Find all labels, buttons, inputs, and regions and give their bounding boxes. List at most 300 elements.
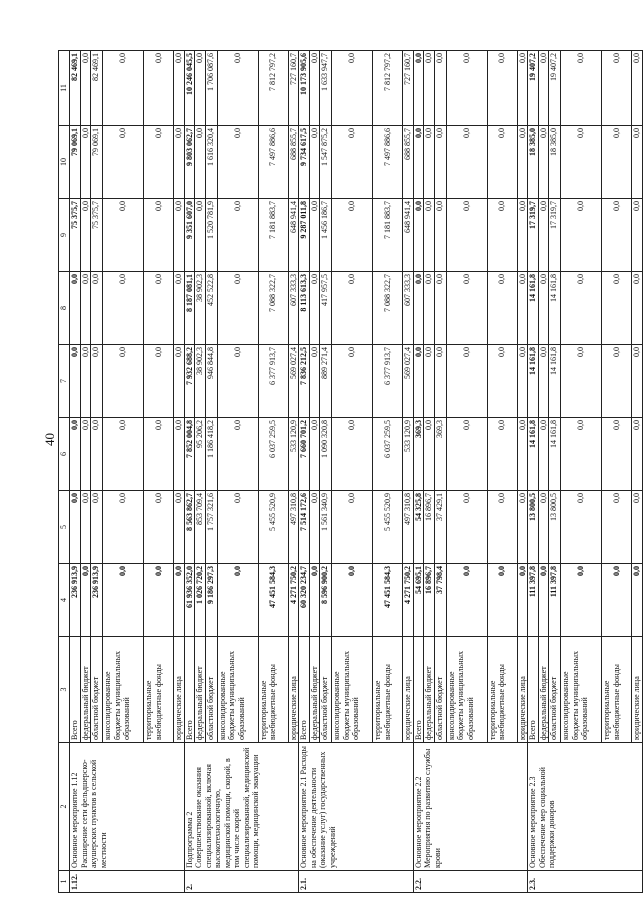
value-cell: 111 397,8	[549, 564, 561, 637]
value-cell: 0,0	[91, 491, 103, 564]
value-cell: 0,0	[632, 126, 643, 199]
funding-source-label: федеральный бюджет	[309, 637, 320, 743]
value-cell: 0,0	[434, 51, 446, 126]
value-cell: 54 325,8	[413, 491, 424, 564]
value-cell: 0,0	[309, 51, 320, 126]
value-cell: 648 941,4	[288, 199, 299, 272]
value-cell: 7 088 322,7	[373, 272, 403, 345]
funding-source-label: областной бюджет	[549, 637, 561, 743]
value-cell: 0,0	[144, 491, 174, 564]
funding-source-label: консолидированные бюджеты муниципальных образований	[103, 637, 144, 743]
value-cell: 0,0	[446, 418, 487, 491]
value-cell: 9 351 607,0	[184, 199, 195, 272]
value-cell: 0,0	[217, 564, 258, 637]
value-cell: 0,0	[561, 418, 602, 491]
value-cell: 17 319,7	[528, 199, 539, 272]
value-cell: 0,0	[103, 491, 144, 564]
value-cell: 0,0	[602, 491, 632, 564]
value-cell: 79 069,1	[70, 126, 81, 199]
value-cell: 111 397,8	[528, 564, 539, 637]
value-cell: 9 287 011,8	[299, 199, 310, 272]
value-cell: 9 803 062,7	[184, 126, 195, 199]
value-cell: 727 160,7	[288, 51, 299, 126]
value-cell: 0,0	[602, 51, 632, 126]
value-cell: 1 026 720,2	[195, 564, 206, 637]
row-code: 2.3.	[528, 871, 643, 893]
table-row	[528, 51, 539, 893]
value-cell: 1 547 875,2	[320, 126, 332, 199]
value-cell: 0,0	[195, 51, 206, 126]
value-cell: 0,0	[103, 51, 144, 126]
value-cell: 0,0	[602, 418, 632, 491]
value-cell: 0,0	[517, 564, 528, 637]
funding-source-label: федеральный бюджет	[538, 637, 549, 743]
value-cell: 47 451 584,3	[258, 564, 288, 637]
value-cell: 6 377 913,7	[258, 345, 288, 418]
value-cell: 1 186 418,2	[205, 418, 217, 491]
value-cell: 0,0	[424, 51, 435, 126]
measure-title: Основное мероприятие 2.2 Мероприятия по развитию службы крови	[413, 743, 528, 871]
value-cell: 7 497 886,6	[373, 126, 403, 199]
header-cell: 7	[59, 345, 70, 418]
header-cell: 11	[59, 51, 70, 126]
value-cell: 19 407,2	[528, 51, 539, 126]
value-cell: 0,0	[332, 418, 373, 491]
value-cell: 0,0	[413, 345, 424, 418]
value-cell: 0,0	[80, 126, 91, 199]
value-cell: 14 161,8	[549, 345, 561, 418]
value-cell: 1 757 321,6	[205, 491, 217, 564]
value-cell: 0,0	[174, 491, 185, 564]
value-cell: 0,0	[632, 418, 643, 491]
value-cell: 1 520 781,9	[205, 199, 217, 272]
measure-title: Основное мероприятие 2.1 Расходы на обеспечение деятельности (оказание услуг) государственных учреждений	[299, 743, 414, 871]
header-cell: 1	[59, 871, 70, 893]
value-cell: 236 913,9	[70, 564, 81, 637]
funding-source-label: Всего	[70, 637, 81, 743]
value-cell: 0,0	[217, 345, 258, 418]
value-cell: 1 090 320,8	[320, 418, 332, 491]
value-cell: 47 451 584,3	[373, 564, 403, 637]
value-cell: 0,0	[80, 345, 91, 418]
funding-source-label: территориальные внебюджетные фонды	[258, 637, 288, 743]
value-cell: 0,0	[195, 126, 206, 199]
value-cell: 0,0	[91, 345, 103, 418]
value-cell: 0,0	[332, 272, 373, 345]
measure-title: Основное мероприятие 2.3 Обеспечение мер социальной поддержки доноров	[528, 743, 643, 871]
value-cell: 0,0	[309, 491, 320, 564]
value-cell: 60 320 234,7	[299, 564, 310, 637]
header-cell: 4	[59, 564, 70, 637]
value-cell: 0,0	[144, 272, 174, 345]
header-cell: 10	[59, 126, 70, 199]
funding-source-label: юридические лица	[632, 637, 643, 743]
funding-source-label: федеральный бюджет	[424, 637, 435, 743]
value-cell: 889 271,4	[320, 345, 332, 418]
value-cell: 0,0	[91, 272, 103, 345]
header-cell: 9	[59, 199, 70, 272]
value-cell: 0,0	[174, 51, 185, 126]
value-cell: 0,0	[144, 345, 174, 418]
value-cell: 0,0	[487, 51, 517, 126]
value-cell: 0,0	[309, 199, 320, 272]
value-cell: 6 037 259,5	[258, 418, 288, 491]
funding-source-label: Всего	[528, 637, 539, 743]
value-cell: 0,0	[538, 491, 549, 564]
value-cell: 0,0	[424, 272, 435, 345]
value-cell: 0,0	[174, 272, 185, 345]
value-cell: 0,0	[424, 199, 435, 272]
value-cell: 0,0	[103, 418, 144, 491]
value-cell: 569 027,4	[403, 345, 414, 418]
value-cell: 7 836 212,5	[299, 345, 310, 418]
value-cell: 0,0	[80, 418, 91, 491]
value-cell: 0,0	[446, 564, 487, 637]
value-cell: 0,0	[424, 126, 435, 199]
value-cell: 7 660 701,2	[299, 418, 310, 491]
table-row	[299, 51, 310, 893]
value-cell: 8 113 613,3	[299, 272, 310, 345]
value-cell: 7 812 797,2	[373, 51, 403, 126]
funding-source-label: Всего	[413, 637, 424, 743]
value-cell: 0,0	[80, 564, 91, 637]
value-cell: 7 812 797,2	[258, 51, 288, 126]
value-cell: 0,0	[70, 491, 81, 564]
value-cell: 0,0	[538, 51, 549, 126]
value-cell: 0,0	[632, 491, 643, 564]
funding-source-label: консолидированные бюджеты муниципальных образований	[332, 637, 373, 743]
value-cell: 0,0	[561, 564, 602, 637]
funding-source-label: территориальные внебюджетные фонды	[373, 637, 403, 743]
value-cell: 10 246 045,5	[184, 51, 195, 126]
funding-source-label: федеральный бюджет	[195, 637, 206, 743]
value-cell: 9 734 617,5	[299, 126, 310, 199]
funding-source-label: юридические лица	[403, 637, 414, 743]
value-cell: 0,0	[217, 272, 258, 345]
value-cell: 0,0	[446, 51, 487, 126]
value-cell: 0,0	[487, 272, 517, 345]
value-cell: 0,0	[517, 418, 528, 491]
value-cell: 0,0	[424, 418, 435, 491]
value-cell: 0,0	[332, 199, 373, 272]
value-cell: 533 120,9	[403, 418, 414, 491]
value-cell: 0,0	[517, 272, 528, 345]
value-cell: 18 385,0	[549, 126, 561, 199]
value-cell: 0,0	[561, 272, 602, 345]
value-cell: 0,0	[602, 345, 632, 418]
value-cell: 0,0	[309, 418, 320, 491]
funding-source-label: территориальные внебюджетные фонды	[487, 637, 517, 743]
value-cell: 79 069,1	[91, 126, 103, 199]
value-cell: 61 936 352,0	[184, 564, 195, 637]
value-cell: 7 514 172,6	[299, 491, 310, 564]
value-cell: 688 855,7	[403, 126, 414, 199]
value-cell: 0,0	[487, 126, 517, 199]
value-cell: 7 852 004,8	[184, 418, 195, 491]
value-cell: 1 706 087,6	[205, 51, 217, 126]
value-cell: 607 333,3	[403, 272, 414, 345]
value-cell: 0,0	[413, 51, 424, 126]
value-cell: 946 844,8	[205, 345, 217, 418]
value-cell: 14 161,8	[528, 345, 539, 418]
value-cell: 0,0	[103, 126, 144, 199]
value-cell: 0,0	[434, 126, 446, 199]
value-cell: 0,0	[103, 345, 144, 418]
table-row	[413, 51, 424, 893]
funding-source-label: Всего	[299, 637, 310, 743]
funding-source-label: юридические лица	[517, 637, 528, 743]
value-cell: 1 561 340,9	[320, 491, 332, 564]
value-cell: 0,0	[632, 199, 643, 272]
row-code: 2.	[184, 871, 299, 893]
value-cell: 14 161,8	[528, 272, 539, 345]
value-cell: 0,0	[561, 345, 602, 418]
value-cell: 54 695,1	[413, 564, 424, 637]
value-cell: 0,0	[144, 126, 174, 199]
value-cell: 607 333,3	[288, 272, 299, 345]
value-cell: 0,0	[103, 272, 144, 345]
value-cell: 6 037 259,5	[373, 418, 403, 491]
value-cell: 17 319,7	[549, 199, 561, 272]
value-cell: 0,0	[195, 199, 206, 272]
value-cell: 569 027,4	[288, 345, 299, 418]
value-cell: 0,0	[487, 491, 517, 564]
value-cell: 14 161,8	[549, 272, 561, 345]
value-cell: 0,0	[174, 564, 185, 637]
value-cell: 0,0	[561, 491, 602, 564]
value-cell: 10 173 905,6	[299, 51, 310, 126]
value-cell: 75 375,7	[70, 199, 81, 272]
value-cell: 853 709,4	[195, 491, 206, 564]
value-cell: 688 855,7	[288, 126, 299, 199]
value-cell: 0,0	[632, 272, 643, 345]
value-cell: 0,0	[332, 564, 373, 637]
value-cell: 0,0	[487, 345, 517, 418]
header-cell: 3	[59, 637, 70, 743]
value-cell: 0,0	[517, 51, 528, 126]
value-cell: 0,0	[174, 199, 185, 272]
value-cell: 0,0	[538, 272, 549, 345]
value-cell: 18 385,0	[528, 126, 539, 199]
value-cell: 0,0	[332, 126, 373, 199]
value-cell: 0,0	[561, 199, 602, 272]
header-cell: 6	[59, 418, 70, 491]
value-cell: 0,0	[309, 564, 320, 637]
value-cell: 0,0	[413, 272, 424, 345]
value-cell: 0,0	[517, 199, 528, 272]
value-cell: 7 181 883,7	[258, 199, 288, 272]
value-cell: 0,0	[517, 345, 528, 418]
value-cell: 369,3	[434, 418, 446, 491]
table-row	[70, 51, 81, 893]
value-cell: 0,0	[538, 418, 549, 491]
value-cell: 1 616 320,4	[205, 126, 217, 199]
value-cell: 8 596 900,2	[320, 564, 332, 637]
value-cell: 37 798,4	[434, 564, 446, 637]
value-cell: 95 206,2	[195, 418, 206, 491]
table-body	[70, 51, 643, 893]
value-cell: 0,0	[217, 199, 258, 272]
funding-source-label: консолидированные бюджеты муниципальных образований	[446, 637, 487, 743]
funding-source-label: областной бюджет	[205, 637, 217, 743]
value-cell: 7 497 886,6	[258, 126, 288, 199]
value-cell: 0,0	[70, 418, 81, 491]
value-cell: 1 456 186,7	[320, 199, 332, 272]
value-cell: 0,0	[602, 199, 632, 272]
page-number: 40	[42, 433, 57, 446]
value-cell: 0,0	[332, 345, 373, 418]
value-cell: 0,0	[174, 126, 185, 199]
value-cell: 0,0	[144, 199, 174, 272]
value-cell: 0,0	[80, 272, 91, 345]
row-code: 2.1.	[299, 871, 414, 893]
funding-source-label: консолидированные бюджеты муниципальных образований	[561, 637, 602, 743]
funding-source-label: Всего	[184, 637, 195, 743]
funding-source-label: областной бюджет	[434, 637, 446, 743]
value-cell: 14 161,8	[528, 418, 539, 491]
row-code: 2.2.	[413, 871, 528, 893]
value-cell: 0,0	[517, 126, 528, 199]
row-code: 1.12.	[70, 871, 185, 893]
value-cell: 0,0	[217, 51, 258, 126]
value-cell: 0,0	[332, 491, 373, 564]
value-cell: 0,0	[174, 418, 185, 491]
value-cell: 0,0	[80, 491, 91, 564]
value-cell: 37 429,1	[434, 491, 446, 564]
value-cell: 0,0	[434, 345, 446, 418]
header-row	[59, 51, 70, 893]
value-cell: 0,0	[434, 272, 446, 345]
value-cell: 0,0	[446, 199, 487, 272]
value-cell: 0,0	[446, 126, 487, 199]
value-cell: 6 377 913,7	[373, 345, 403, 418]
value-cell: 5 455 520,9	[373, 491, 403, 564]
value-cell: 648 941,4	[403, 199, 414, 272]
value-cell: 0,0	[309, 272, 320, 345]
value-cell: 0,0	[538, 345, 549, 418]
value-cell: 16 896,7	[424, 491, 435, 564]
value-cell: 0,0	[80, 51, 91, 126]
funding-source-label: областной бюджет	[91, 637, 103, 743]
value-cell: 0,0	[632, 345, 643, 418]
value-cell: 19 407,2	[549, 51, 561, 126]
value-cell: 0,0	[103, 199, 144, 272]
funding-source-label: территориальные внебюджетные фонды	[602, 637, 632, 743]
value-cell: 369,3	[413, 418, 424, 491]
value-cell: 0,0	[70, 272, 81, 345]
value-cell: 0,0	[632, 51, 643, 126]
funding-source-label: юридические лица	[174, 637, 185, 743]
value-cell: 7 932 688,2	[184, 345, 195, 418]
value-cell: 0,0	[413, 199, 424, 272]
value-cell: 0,0	[632, 564, 643, 637]
value-cell: 0,0	[446, 272, 487, 345]
value-cell: 4 271 750,2	[288, 564, 299, 637]
value-cell: 13 800,5	[549, 491, 561, 564]
value-cell: 82 469,1	[91, 51, 103, 126]
value-cell: 14 161,8	[549, 418, 561, 491]
value-cell: 13 800,5	[528, 491, 539, 564]
value-cell: 0,0	[70, 345, 81, 418]
table-row	[184, 51, 195, 893]
value-cell: 0,0	[561, 126, 602, 199]
value-cell: 0,0	[487, 564, 517, 637]
value-cell: 8 563 862,7	[184, 491, 195, 564]
value-cell: 0,0	[332, 51, 373, 126]
value-cell: 417 957,5	[320, 272, 332, 345]
funding-source-label: федеральный бюджет	[80, 637, 91, 743]
header-cell: 5	[59, 491, 70, 564]
measure-title: Подпрограмма 2 Совершенствование оказания специализированной, включая высокотехнологичную, медицинской помощи, скорой, в том числе скорой специализированной, медицинской помощи, медицинской эвакуации	[184, 743, 299, 871]
value-cell: 4 271 750,2	[403, 564, 414, 637]
value-cell: 38 902,3	[195, 272, 206, 345]
value-cell: 0,0	[487, 418, 517, 491]
value-cell: 0,0	[446, 491, 487, 564]
value-cell: 9 186 297,3	[205, 564, 217, 637]
value-cell: 38 902,3	[195, 345, 206, 418]
value-cell: 0,0	[80, 199, 91, 272]
value-cell: 16 896,7	[424, 564, 435, 637]
value-cell: 7 181 883,7	[373, 199, 403, 272]
value-cell: 497 310,8	[288, 491, 299, 564]
rotated-page	[58, 51, 641, 893]
value-cell: 533 120,9	[288, 418, 299, 491]
header-cell: 2	[59, 743, 70, 871]
value-cell: 0,0	[91, 418, 103, 491]
value-cell: 1 633 947,7	[320, 51, 332, 126]
value-cell: 727 160,7	[403, 51, 414, 126]
funding-source-label: территориальные внебюджетные фонды	[144, 637, 174, 743]
value-cell: 0,0	[144, 51, 174, 126]
value-cell: 8 187 081,1	[184, 272, 195, 345]
value-cell: 0,0	[487, 199, 517, 272]
funding-source-label: областной бюджет	[320, 637, 332, 743]
measure-title: Основное мероприятие 1.12 Расширение сети фельдшерско-акушерских пунктов в сельской местности	[70, 743, 185, 871]
value-cell: 0,0	[309, 126, 320, 199]
value-cell: 236 913,9	[91, 564, 103, 637]
budget-table	[58, 50, 643, 893]
value-cell: 0,0	[217, 126, 258, 199]
value-cell: 0,0	[174, 345, 185, 418]
value-cell: 5 455 520,9	[258, 491, 288, 564]
value-cell: 0,0	[561, 51, 602, 126]
value-cell: 0,0	[217, 491, 258, 564]
value-cell: 452 522,8	[205, 272, 217, 345]
value-cell: 497 310,8	[403, 491, 414, 564]
funding-source-label: юридические лица	[288, 637, 299, 743]
value-cell: 0,0	[602, 272, 632, 345]
value-cell: 0,0	[538, 199, 549, 272]
value-cell: 0,0	[217, 418, 258, 491]
value-cell: 7 088 322,7	[258, 272, 288, 345]
value-cell: 0,0	[602, 126, 632, 199]
value-cell: 0,0	[538, 564, 549, 637]
value-cell: 0,0	[103, 564, 144, 637]
value-cell: 0,0	[602, 564, 632, 637]
value-cell: 0,0	[424, 345, 435, 418]
value-cell: 82 469,1	[70, 51, 81, 126]
value-cell: 0,0	[413, 126, 424, 199]
value-cell: 0,0	[144, 564, 174, 637]
value-cell: 0,0	[538, 126, 549, 199]
value-cell: 0,0	[434, 199, 446, 272]
value-cell: 0,0	[446, 345, 487, 418]
header-cell: 8	[59, 272, 70, 345]
value-cell: 75 375,7	[91, 199, 103, 272]
value-cell: 0,0	[517, 491, 528, 564]
value-cell: 0,0	[309, 345, 320, 418]
value-cell: 0,0	[144, 418, 174, 491]
